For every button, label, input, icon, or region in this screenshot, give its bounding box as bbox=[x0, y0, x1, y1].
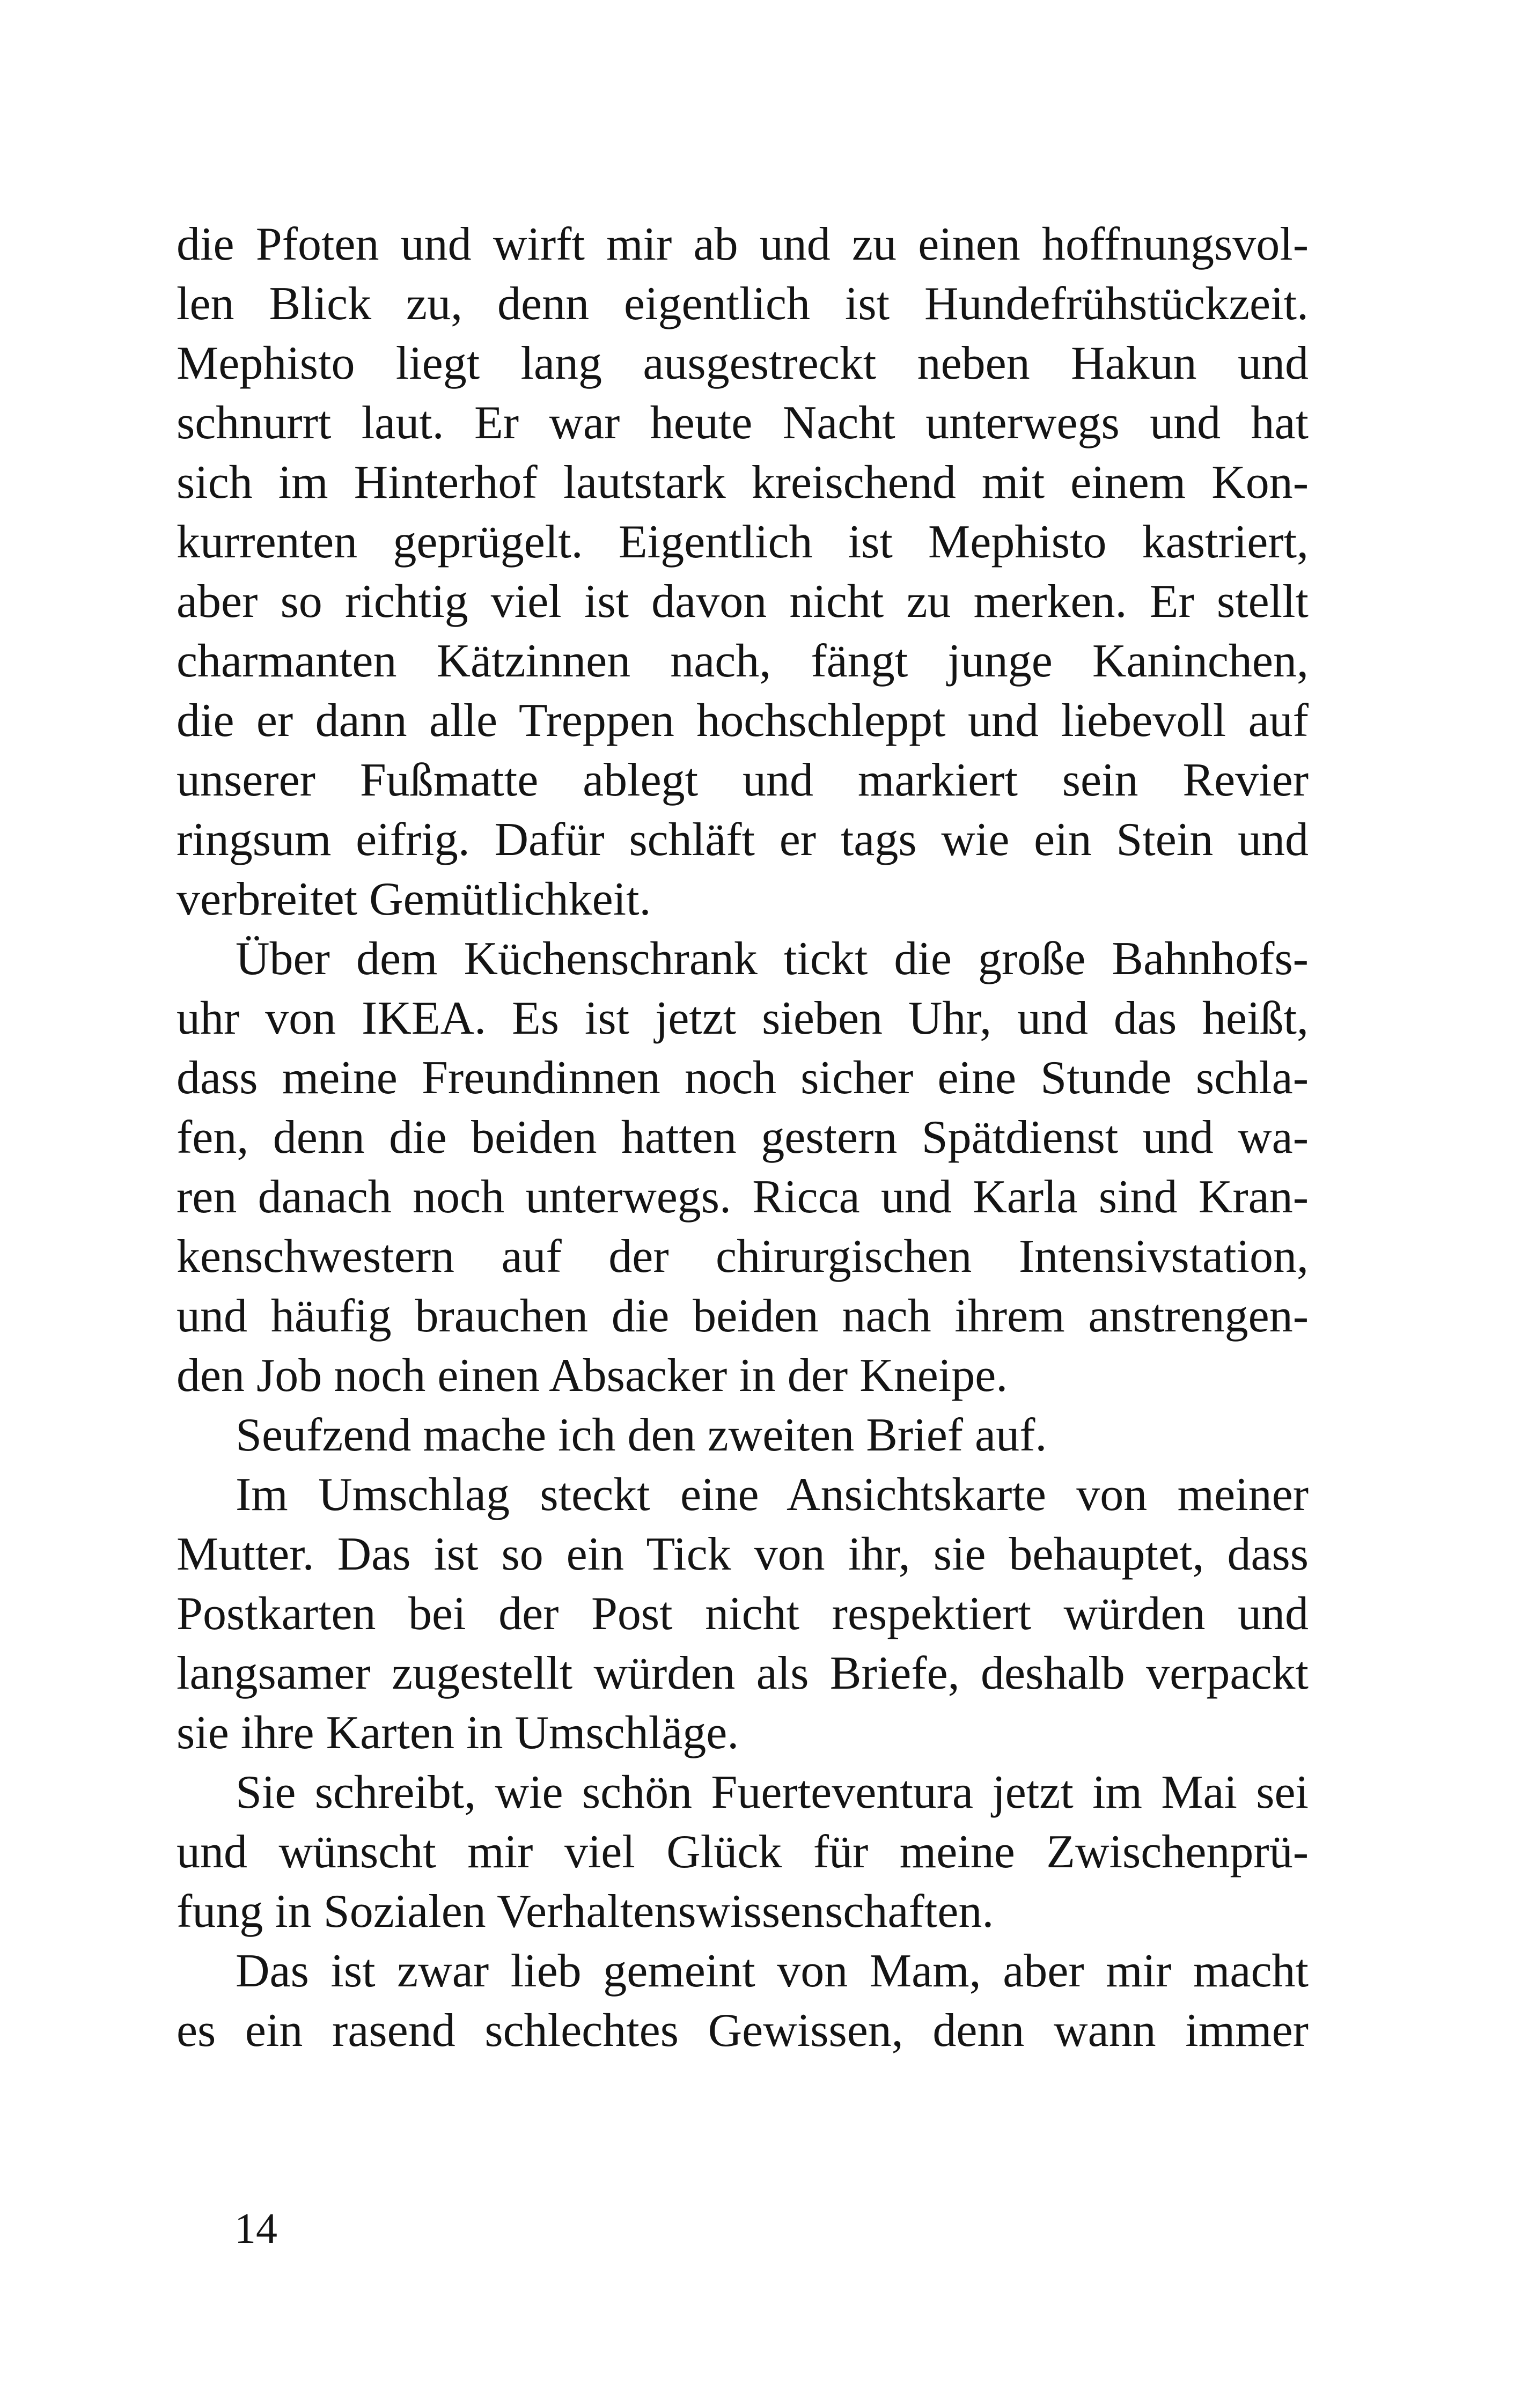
text-line: Mutter. Das ist so ein Tick von ihr, sie behauptet, dass bbox=[177, 1528, 1309, 1580]
text-line: verbreitet Gemütlichkeit. bbox=[177, 873, 651, 925]
text-line: fung in Sozialen Verhaltenswissenschaften. bbox=[177, 1886, 994, 1938]
text-line: Seufzend mache ich den zweiten Brief auf. bbox=[236, 1409, 1047, 1461]
text-line: Das ist zwar lieb gemeint von Mam, aber mir macht bbox=[236, 1945, 1309, 1997]
text-line: fen, denn die beiden hatten gestern Spätdienst und wa- bbox=[177, 1111, 1309, 1164]
text-line: sie ihre Karten in Umschläge. bbox=[177, 1707, 739, 1759]
text-line: langsamer zugestellt würden als Briefe, deshalb verpackt bbox=[177, 1647, 1309, 1699]
text-line: kenschwestern auf der chirurgischen Intensivstation, bbox=[177, 1231, 1309, 1283]
text-line: schnurrt laut. Er war heute Nacht unterwegs und hat bbox=[177, 397, 1309, 449]
text-line: ringsum eifrig. Dafür schläft er tags wie ein Stein und bbox=[177, 814, 1309, 866]
text-line: und wünscht mir viel Glück für meine Zwischenprü- bbox=[177, 1826, 1309, 1878]
text-line: den Job noch einen Absacker in der Kneipe. bbox=[177, 1350, 1008, 1402]
text-line: aber so richtig viel ist davon nicht zu merken. Er stellt bbox=[177, 576, 1309, 628]
text-line: Im Umschlag steckt eine Ansichtskarte von meiner bbox=[236, 1469, 1309, 1521]
text-line: Postkarten bei der Post nicht respektiert würden und bbox=[177, 1588, 1309, 1640]
text-line: unserer Fußmatte ablegt und markiert sein Revier bbox=[177, 754, 1309, 806]
text-line: charmanten Kätzinnen nach, fängt junge Kaninchen, bbox=[177, 635, 1309, 687]
text-line: Über dem Küchenschrank tickt die große Bahnhofs- bbox=[236, 933, 1309, 985]
text-line: Mephisto liegt lang ausgestreckt neben Hakun und bbox=[177, 337, 1309, 389]
text-line: und häufig brauchen die beiden nach ihrem anstrengen- bbox=[177, 1290, 1309, 1342]
body-text bbox=[177, 215, 1309, 2060]
text-line: die er dann alle Treppen hochschleppt und liebevoll auf bbox=[177, 695, 1309, 747]
text-line: len Blick zu, denn eigentlich ist Hundefrühstückzeit. bbox=[177, 278, 1309, 330]
text-line: es ein rasend schlechtes Gewissen, denn wann immer bbox=[177, 2005, 1309, 2057]
text-line: ren danach noch unterwegs. Ricca und Karla sind Kran- bbox=[177, 1171, 1309, 1223]
text-line: sich im Hinterhof lautstark kreischend mit einem Kon- bbox=[177, 456, 1309, 509]
text-line: Sie schreibt, wie schön Fuerteventura jetzt im Mai sei bbox=[236, 1766, 1309, 1818]
text-line: kurrenten geprügelt. Eigentlich ist Mephisto kastriert, bbox=[177, 516, 1309, 568]
text-line: uhr von IKEA. Es ist jetzt sieben Uhr, und das heißt, bbox=[177, 992, 1309, 1044]
text-line: die Pfoten und wirft mir ab und zu einen hoffnungsvol- bbox=[177, 218, 1309, 270]
text-line: dass meine Freundinnen noch sicher eine Stunde schla- bbox=[177, 1052, 1309, 1104]
page-number: 14 bbox=[234, 2205, 277, 2252]
